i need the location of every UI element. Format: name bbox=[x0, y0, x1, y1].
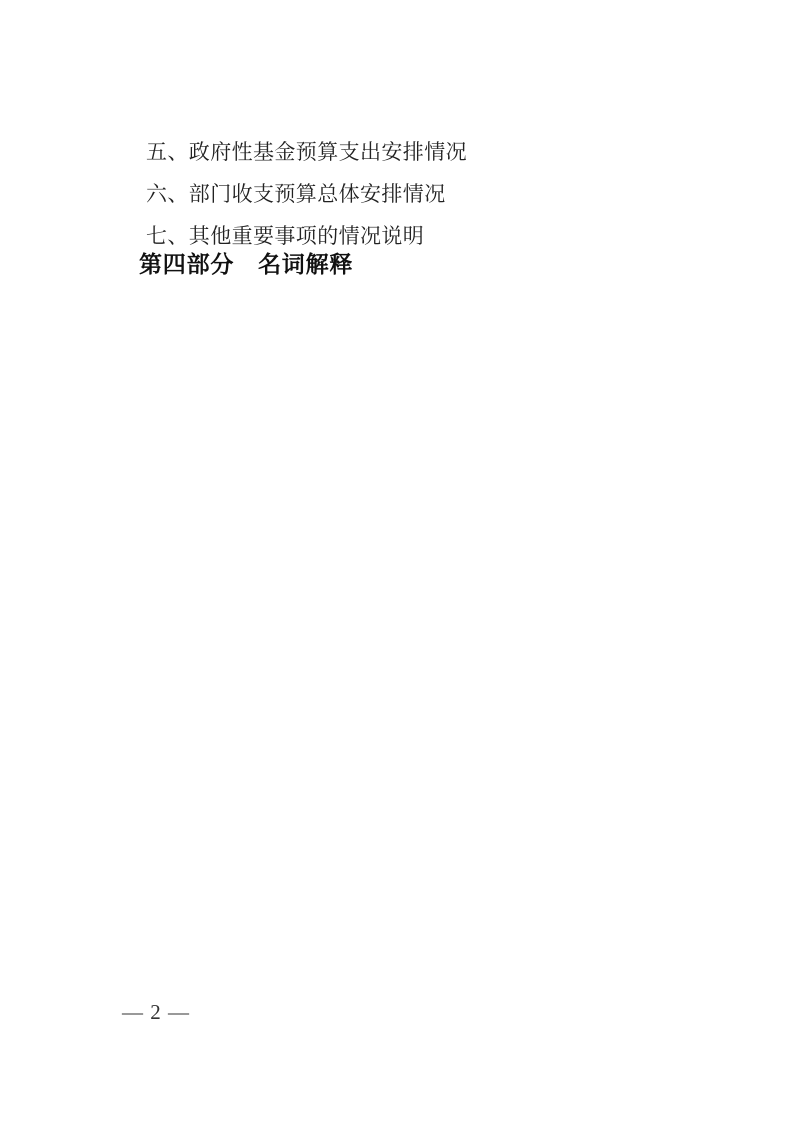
page-number: — 2 — bbox=[122, 1000, 190, 1024]
section-heading-part-4: 第四部分 名词解释 bbox=[139, 251, 354, 277]
toc-item-section-6: 六、部门收支预算总体安排情况 bbox=[146, 182, 446, 206]
toc-item-section-7: 七、其他重要事项的情况说明 bbox=[146, 224, 425, 248]
toc-item-section-5: 五、政府性基金预算支出安排情况 bbox=[146, 140, 467, 164]
